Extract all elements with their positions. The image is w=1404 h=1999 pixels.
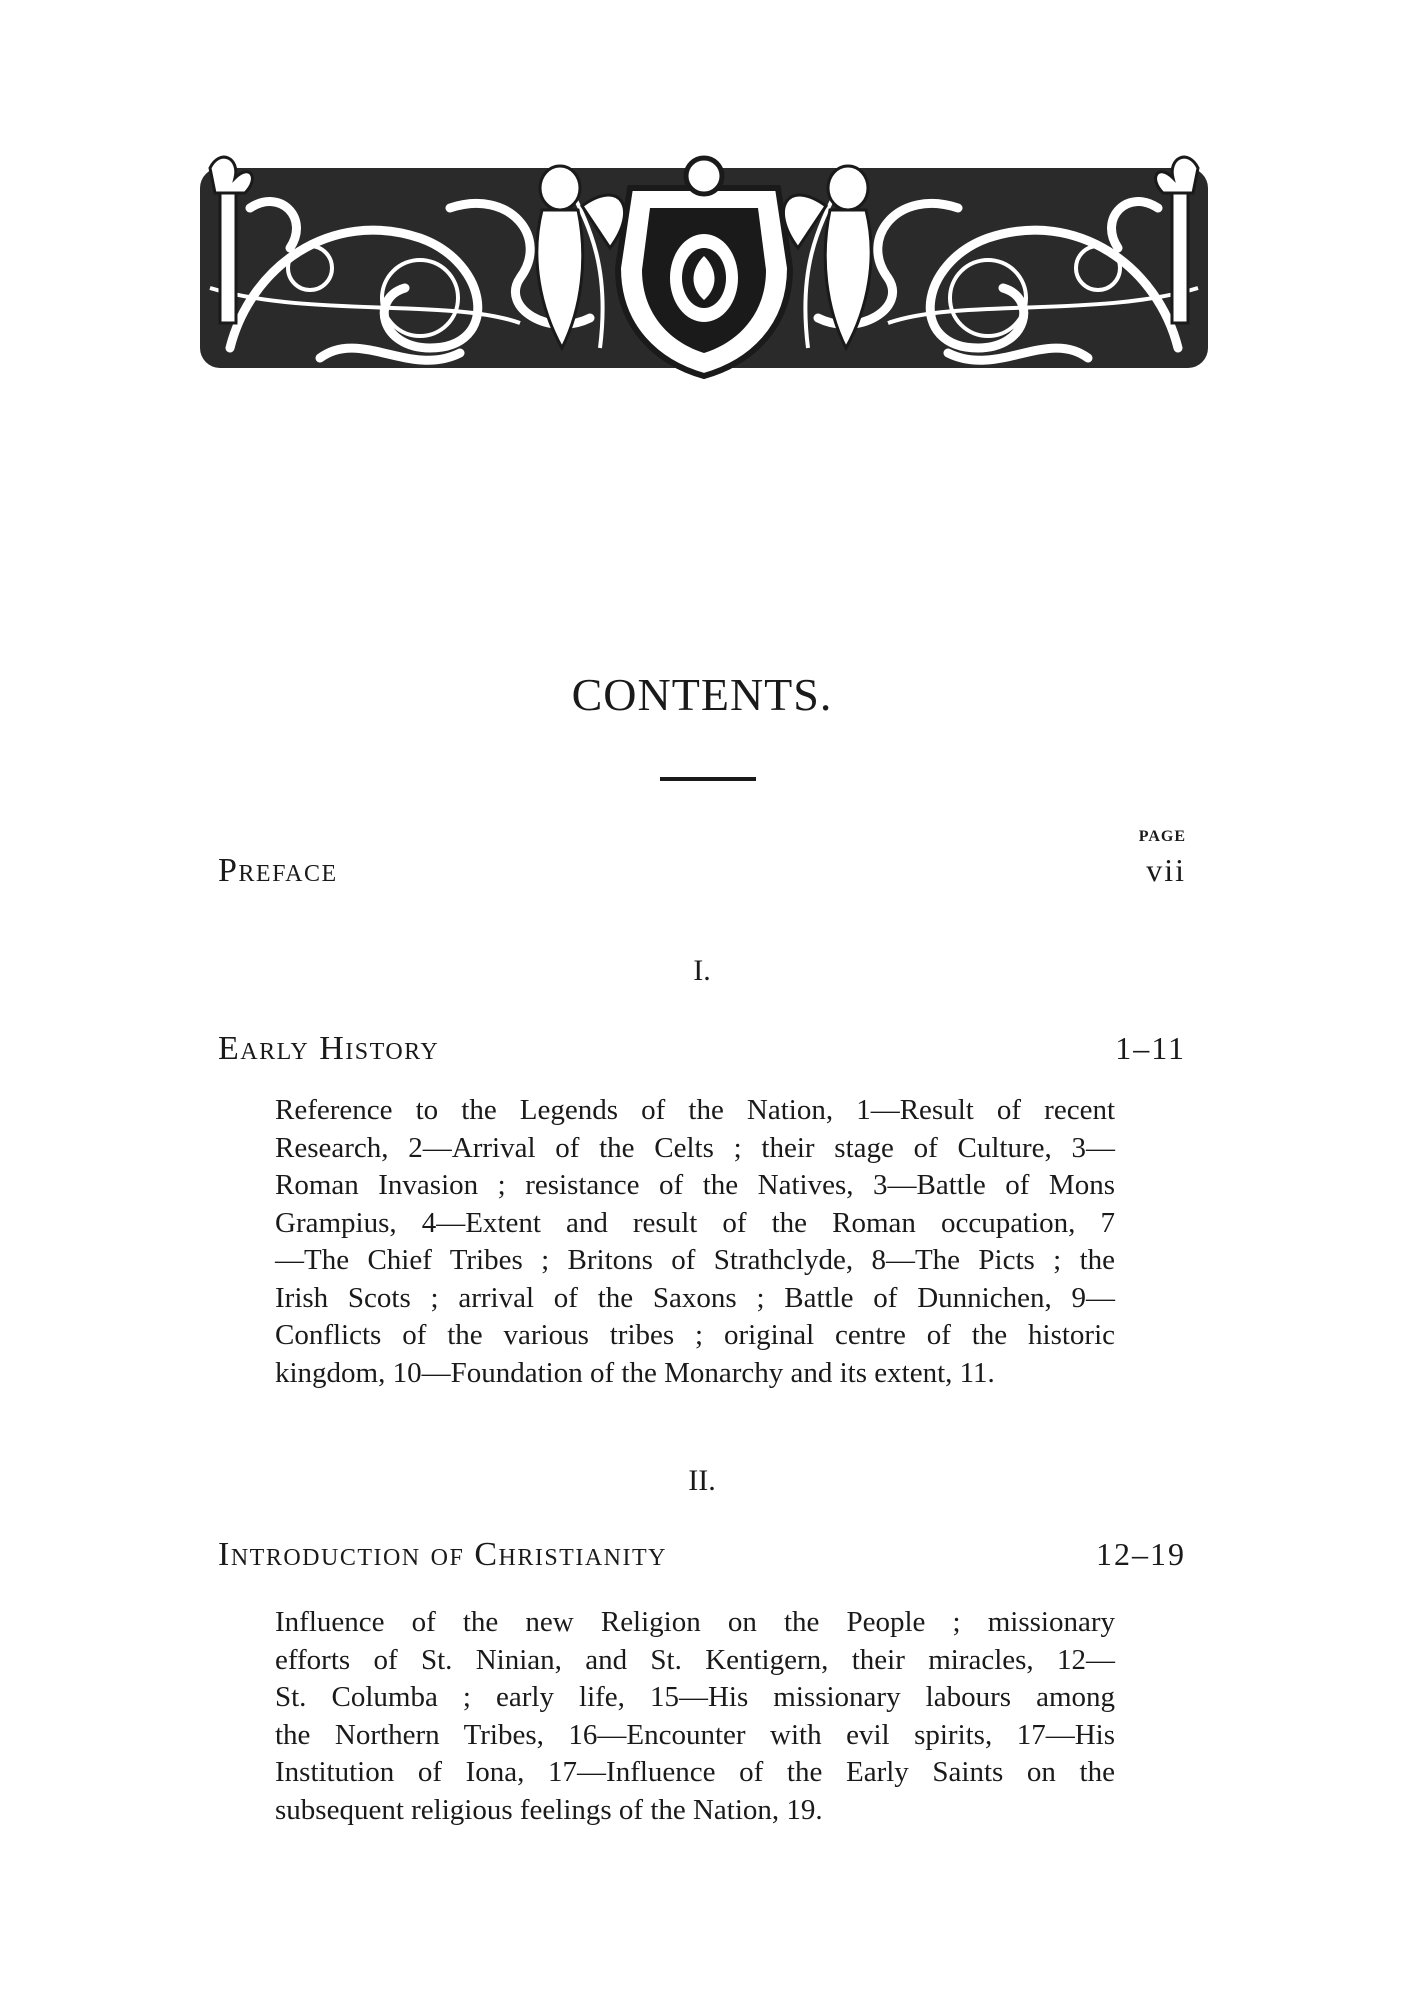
summary-line: Reference to the Legends of the Nation, 1—Result of recent <box>275 1094 1115 1126</box>
summary-line: Grampius, 4—Extent and result of the Roman occupation, 7 <box>275 1206 1115 1239</box>
chapter-numeral: I. <box>693 954 711 987</box>
summary-line: efforts of St. Ninian, and St. Kentigern, their miracles, 12— <box>275 1643 1115 1676</box>
chapter-pages: 12–19 <box>1096 1536 1186 1572</box>
preface-page: vii <box>1146 852 1186 888</box>
summary-line: Conflicts of the various tribes ; original centre of the historic <box>275 1319 1115 1351</box>
summary-line: kingdom, 10—Foundation of the Monarchy and its extent, 11. <box>275 1356 995 1389</box>
summary-line: subsequent religious feelings of the Nation, 19. <box>275 1793 823 1826</box>
summary-line: Influence of the new Religion on the People ; missionary <box>275 1606 1115 1638</box>
summary-line: Research, 2—Arrival of the Celts ; their stage of Culture, 3— <box>275 1131 1115 1164</box>
chapter-title: Introduction of Christianity <box>218 1536 667 1573</box>
chapter-pages: 1–11 <box>1115 1030 1186 1066</box>
headpiece-engraving <box>190 148 1218 388</box>
chapter-summary <box>275 1092 1115 1392</box>
preface-title: Preface <box>218 852 338 889</box>
chapter-title: Early History <box>218 1030 440 1067</box>
preface-entry <box>218 852 1186 890</box>
chapter-summary <box>275 1604 1115 1829</box>
summary-line: —The Chief Tribes ; Britons of Strathclyde, 8—The Picts ; the <box>275 1244 1115 1276</box>
title-rule <box>660 777 756 781</box>
summary-line: Irish Scots ; arrival of the Saxons ; Battle of Dunnichen, 9— <box>275 1281 1115 1314</box>
summary-line: Roman Invasion ; resistance of the Natives, 3—Battle of Mons <box>275 1169 1115 1201</box>
page-title: CONTENTS. <box>571 669 833 720</box>
chapter-entry <box>218 1030 1186 1068</box>
page-column-label: PAGE <box>1138 828 1186 845</box>
chapter-numeral: II. <box>688 1464 716 1497</box>
ornamental-headpiece <box>190 148 1218 388</box>
summary-line: St. Columba ; early life, 15—His missionary labours among <box>275 1681 1115 1713</box>
summary-line: Institution of Iona, 17—Influence of the Early Saints on the <box>275 1756 1115 1788</box>
summary-line: the Northern Tribes, 16—Encounter with evil spirits, 17—His <box>275 1718 1115 1751</box>
chapter-entry <box>218 1536 1186 1574</box>
